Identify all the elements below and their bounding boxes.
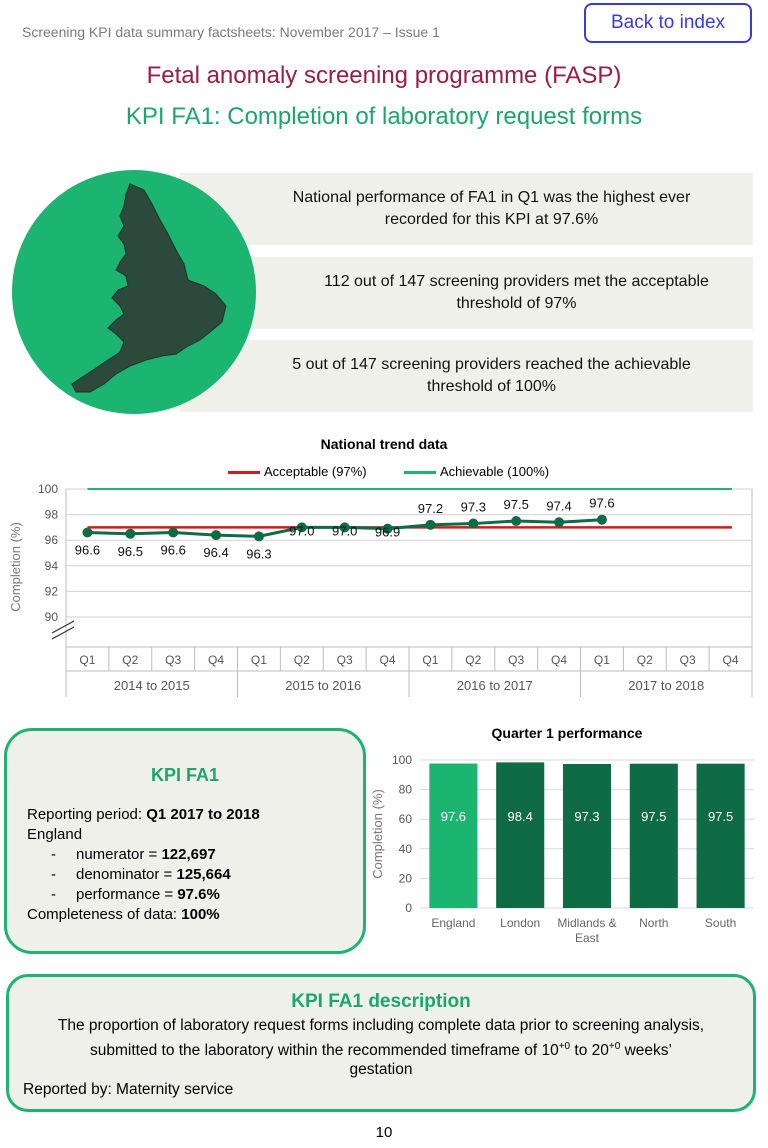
- x-tick-label: North: [639, 916, 669, 930]
- y-tick-label: 90: [44, 610, 58, 624]
- x-tick-label: London: [500, 916, 541, 930]
- denominator-label: denominator =: [76, 866, 177, 883]
- q1-performance-chart: [368, 722, 758, 958]
- bar: [697, 764, 745, 908]
- bar-value-label: 98.4: [507, 809, 533, 825]
- y-tick-label: 20: [398, 871, 412, 886]
- data-label: 97.3: [460, 499, 486, 515]
- x-tick-label: Q3: [165, 653, 182, 667]
- fact-2-line-1: 112 out of 147 screening providers met the acceptable: [324, 273, 709, 290]
- legend-achievable-label: Achievable (100%): [440, 464, 550, 479]
- data-label: 96.4: [203, 545, 229, 561]
- bullet: -: [51, 886, 56, 903]
- description-heading: KPI FA1 description: [291, 991, 471, 1012]
- performance-point: [468, 519, 478, 529]
- y-axis-label: Completion (%): [370, 789, 385, 879]
- fact-2-line-2: threshold of 97%: [456, 295, 577, 312]
- kpi-summary-box: [4, 728, 366, 954]
- data-label: 97.0: [332, 523, 358, 539]
- completeness-row: [27, 905, 357, 925]
- legend-acceptable-label: Acceptable (97%): [264, 464, 367, 479]
- y-tick-label: 80: [398, 782, 412, 797]
- data-label: 96.5: [117, 543, 143, 559]
- x-tick-label: Q1: [250, 653, 267, 667]
- bullet: -: [51, 866, 56, 883]
- performance-point: [425, 520, 435, 530]
- performance-point: [511, 516, 521, 526]
- performance-point: [82, 528, 92, 538]
- axis-break-mark: [52, 627, 74, 639]
- kpi-summary-body: [27, 805, 357, 925]
- bar-value-label: 97.3: [574, 809, 600, 825]
- x-tick-label: Q4: [379, 653, 396, 667]
- document-title: Screening KPI data summary factsheets: November 2017 – Issue 1: [22, 24, 440, 40]
- x-tick-label: Q2: [293, 653, 310, 667]
- numerator-row: [27, 845, 357, 865]
- fact-panel-2: [230, 257, 753, 329]
- reporting-period-value: Q1 2017 to 2018: [146, 806, 260, 823]
- bar: [429, 764, 477, 908]
- performance-point: [211, 530, 221, 540]
- data-label: 97.4: [546, 498, 572, 514]
- description-line-2: [9, 1041, 753, 1060]
- x-tick-label: Q1: [422, 653, 439, 667]
- data-label: 97.5: [503, 497, 529, 512]
- completeness-label: Completeness of data:: [27, 906, 182, 923]
- x-tick-label: Q2: [636, 653, 653, 667]
- reported-by: Reported by: Maternity service: [23, 1081, 234, 1098]
- x-tick-label: Q2: [465, 653, 482, 667]
- completeness-value: 100%: [181, 906, 220, 923]
- kpi-summary-heading: KPI FA1: [150, 765, 220, 785]
- numerator-label: numerator =: [76, 846, 162, 863]
- fact-1-line-2: recorded for this KPI at 97.6%: [384, 211, 599, 228]
- x-tick-label: Q3: [508, 653, 525, 667]
- numerator-value: 122,697: [161, 846, 216, 863]
- data-label: 97.2: [417, 500, 444, 516]
- x-tick-label: England: [431, 916, 476, 930]
- fact-panel-1: [180, 173, 753, 245]
- denominator-row: [27, 865, 357, 885]
- england-map-icon: [12, 170, 256, 414]
- legend-achievable-swatch: [404, 471, 436, 474]
- bar: [563, 764, 611, 908]
- superscript-1: +0: [558, 1041, 571, 1052]
- year-group-label: 2015 to 2016: [285, 678, 362, 693]
- year-group-label: 2017 to 2018: [628, 678, 705, 693]
- bar-chart-title: Quarter 1 performance: [491, 725, 643, 741]
- performance-label: performance =: [76, 886, 178, 903]
- performance-point: [554, 517, 564, 527]
- x-tick-label: South: [704, 916, 737, 930]
- x-tick-label: Q4: [551, 653, 568, 667]
- data-label: 96.6: [74, 542, 101, 558]
- description-text-c: weeks’: [620, 1042, 672, 1060]
- x-tick-label: Midlands &: [557, 916, 617, 930]
- performance-point: [168, 528, 178, 538]
- description-line-3: gestation: [349, 1061, 413, 1078]
- x-tick-label: Q3: [679, 653, 696, 667]
- data-label: 96.9: [374, 524, 401, 540]
- superscript-2: +0: [608, 1041, 621, 1052]
- description-text-b: to 20: [570, 1042, 609, 1060]
- y-tick-label: 60: [398, 812, 412, 827]
- year-group-label: 2016 to 2017: [456, 678, 533, 693]
- bullet: -: [51, 846, 56, 863]
- y-tick-label: 40: [398, 841, 412, 856]
- bar-value-label: 97.5: [641, 809, 667, 825]
- description-text-a: submitted to the laboratory within the recommended timeframe of 10: [90, 1042, 559, 1060]
- y-axis-label: Completion (%): [8, 522, 23, 612]
- x-tick-label: Q2: [122, 653, 139, 667]
- bar: [496, 762, 544, 908]
- back-to-index-button[interactable]: Back to index: [584, 3, 752, 43]
- x-tick-label: Q4: [208, 653, 225, 667]
- bar-value-label: 97.5: [707, 809, 734, 825]
- x-tick-label: Q3: [336, 653, 353, 667]
- programme-title: Fetal anomaly screening programme (FASP): [146, 62, 622, 89]
- trend-chart-title: National trend data: [320, 436, 448, 452]
- reporting-period: [27, 805, 357, 825]
- performance-point: [597, 515, 607, 525]
- data-label: 96.3: [246, 546, 272, 562]
- trend-chart: [0, 480, 768, 700]
- description-line-1: The proportion of laboratory request forms including complete data prior to screening analysis,: [57, 1017, 705, 1034]
- fact-3-line-1: 5 out of 147 screening providers reached the achievable: [292, 356, 691, 373]
- performance-value: 97.6%: [177, 886, 220, 903]
- y-tick-label: 92: [44, 584, 58, 599]
- y-tick-label: 100: [391, 753, 412, 767]
- area-name: England: [27, 826, 83, 843]
- fact-panel-3: [180, 340, 753, 412]
- reporting-period-label: Reporting period:: [27, 806, 147, 823]
- performance-row: [27, 885, 357, 905]
- bar-value-label: 97.6: [440, 809, 467, 825]
- data-label: 97.6: [589, 495, 615, 511]
- x-tick-label: Q4: [722, 653, 739, 667]
- x-tick-label: Q1: [593, 653, 610, 667]
- performance-point: [125, 529, 135, 539]
- page-number: 10: [375, 1124, 393, 1141]
- year-group-label: 2014 to 2015: [113, 678, 190, 693]
- bar: [630, 764, 678, 908]
- denominator-value: 125,664: [176, 866, 231, 883]
- data-label: 96.6: [160, 542, 186, 558]
- y-tick-label: 100: [37, 482, 58, 496]
- y-tick-label: 98: [44, 507, 58, 522]
- legend-acceptable-swatch: [228, 471, 260, 474]
- plot-frame: [66, 489, 752, 647]
- y-tick-label: 0: [405, 901, 412, 915]
- x-tick-label: East: [574, 931, 600, 945]
- x-tick-label: Q1: [79, 653, 96, 667]
- y-tick-label: 96: [44, 533, 58, 548]
- y-tick-label: 94: [44, 558, 58, 573]
- fact-1-line-1: National performance of FA1 in Q1 was the highest ever: [292, 189, 691, 206]
- legend-acceptable: [228, 464, 367, 479]
- data-label: 97.0: [289, 523, 315, 539]
- england-map-circle: [12, 170, 256, 414]
- legend-achievable: [404, 464, 549, 479]
- kpi-description-box: [6, 974, 756, 1112]
- performance-point: [254, 531, 264, 541]
- kpi-title: KPI FA1: Completion of laboratory request forms: [125, 103, 643, 130]
- fact-3-line-2: threshold of 100%: [427, 378, 556, 395]
